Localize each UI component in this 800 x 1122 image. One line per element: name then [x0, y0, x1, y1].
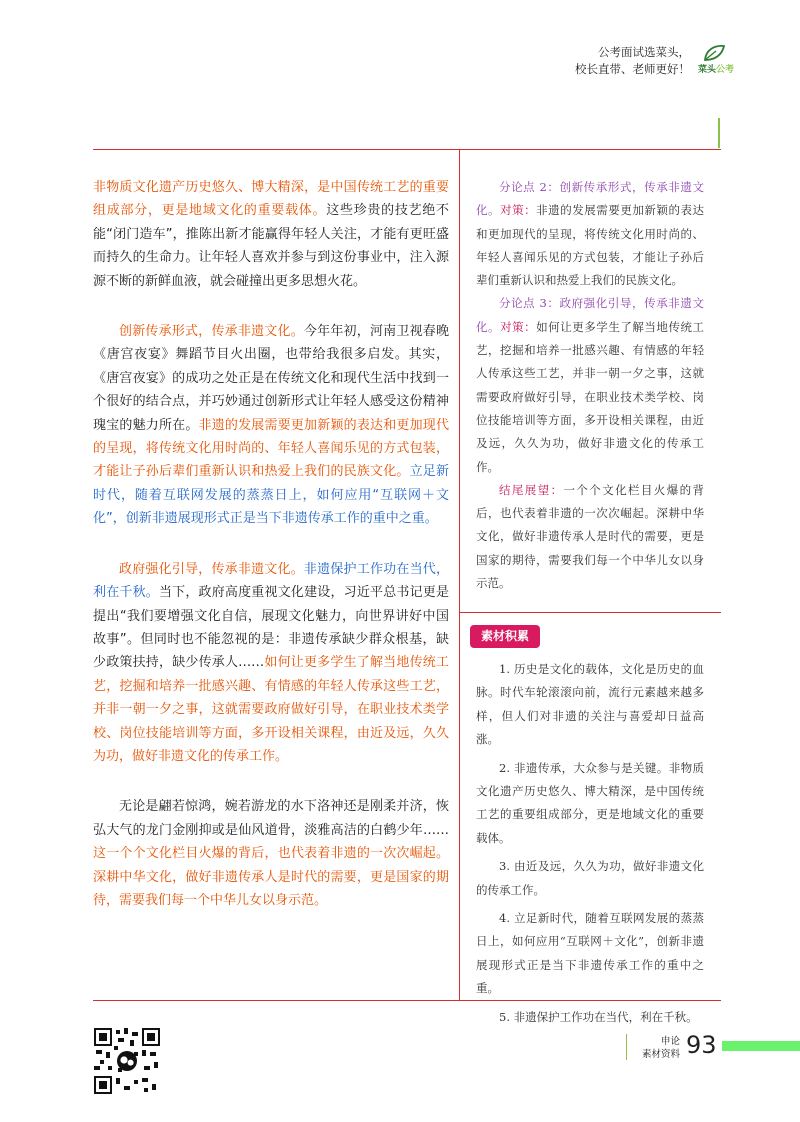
footer-label-1: 申论: [660, 1036, 680, 1047]
leaf-icon: [702, 44, 726, 62]
p3-black: 当下，政府高度重视文化建设，习近平总书记更是提出“我们要增强文化自信，展现文化魅力，向世界讲好中国故事”。但同时也不能忽视的是：非遗传承缺少群众根基，缺少政策扶持，缺少传承人……: [93, 585, 449, 671]
brand-main: 菜头: [698, 65, 717, 75]
header-divider: [718, 118, 720, 148]
point-2-label: 分论点 2：创新传承形式，传承非遗文化。: [476, 180, 704, 218]
page-number: 93: [686, 1031, 717, 1059]
p1-orange: 非物质文化遗产历史悠久、博大精深，是中国传统工艺的重要组成部分，更是地域文化的重要载体。: [93, 180, 449, 219]
material-tag: 素材积累: [470, 625, 540, 648]
header-slogan-line1: 公考面试选菜头，: [598, 45, 690, 59]
point-3-strategy: 对策：: [500, 319, 537, 334]
p4-orange: 这一个个文化栏目火爆的背后，也代表着非遗的一次次崛起。深耕中华文化，做好非遗传承人是时代的需要，更是国家的期待，需要我们每一个中华儿女以身示范。: [93, 846, 449, 908]
brand-accent: 公考: [716, 65, 735, 75]
footer-label-2: 素材资料: [641, 1049, 680, 1060]
column-divider: [459, 149, 460, 1000]
point-2-strategy: 对策：: [500, 203, 537, 218]
material-list: [476, 658, 704, 1034]
outline-notes: [476, 176, 704, 595]
p3-blue: 非遗保护工作功在当代，利在千秋。: [93, 561, 449, 601]
p1-black: 这些珍贵的技艺绝不能“闭门造车”，推陈出新才能赢得年轻人关注，才能有更旺盛而持久的生命力。让年轻人喜欢并参与到这份事业中，注入源源不断的新鲜血液，就会碰撞出更多思想火花。: [93, 203, 449, 289]
footer-divider: [626, 1034, 627, 1060]
material-item: 2. 非遗传承，大众参与是关键。非物质文化遗产历史悠久、博大精深，是中国传统工艺的重要组成部分，更是地域文化的重要载体。: [476, 760, 704, 845]
point-3-label: 分论点 3：政府强化引导，传承非遗文化。: [476, 296, 704, 334]
material-item: 3. 由近及远，久久为功，做好非遗文化的传承工作。: [476, 859, 704, 897]
p2-orange: 非遗的发展需要更加新颖的表达和更加现代的呈现，将传统文化用时尚的、年轻人喜闻乐见的方式包装，才能让子孙后辈们重新认识和热爱上我们的民族文化。: [93, 417, 449, 480]
footer-section-label: [632, 1035, 680, 1061]
outline-point-2: [476, 176, 704, 292]
footer-accent-bar: [722, 1041, 800, 1051]
qr-code: [94, 1028, 160, 1094]
header-slogan-line2: 校长直带、老师更好！: [575, 62, 690, 76]
brand-name: [698, 62, 734, 75]
outline-point-3: [476, 292, 704, 478]
essay-paragraph-3: [93, 558, 449, 769]
p3-heading: 政府强化引导，传承非遗文化。: [119, 561, 304, 577]
essay-paragraph-2: [93, 320, 449, 531]
p2-heading: 创新传承形式，传承非遗文化。: [119, 324, 304, 340]
brand-logo: [698, 44, 738, 78]
p2-blue: 立足新时代，随着互联网发展的蒸蒸日上，如何应用“互联网＋文化”，创新非遗展现形式正是当下非遗传承工作的重中之重。: [93, 464, 449, 527]
p3-orange: 如何让更多学生了解当地传统工艺，挖掘和培养一批感兴趣、有情感的年轻人传承这些工艺，并非一朝一夕之事，这就需要政府做好引导，在职业技术类学校、岗位技能培训等方面，多开设相关课程，由近及远，久久为功，做好非遗文化的传承工作。: [93, 655, 449, 764]
material-item: 1. 历史是文化的载体，文化是历史的血脉。时代车轮滚滚向前，流行元素越来越多样，但人们对非遗的关注与喜爱却日益高涨。: [476, 662, 704, 747]
top-rule: [93, 149, 721, 150]
point-3-text: 如何让更多学生了解当地传统工艺，挖掘和培养一批感兴趣、有情感的年轻人传承这些工艺，并非一朝一夕之事，这就需要政府做好引导，在职业技术类学校、岗位技能培训等方面，多开设相关课程，由近及远，久久为功，做好非遗文化的传承工作。: [476, 319, 705, 474]
p2-black: 今年年初，河南卫视春晚《唐宫夜宴》舞蹈节目火出圈，也带给我很多启发。其实，《唐宫夜宴》的成功之处正是在传统文化和现代生活中找到一个很好的结合点，并巧妙通过创新形式让年轻人感受这份精神瑰宝的魅力所在。: [93, 324, 449, 433]
point-2-text: 非遗的发展需要更加新颖的表达和更加现代的呈现，将传统文化用时尚的、年轻人喜闻乐见的方式包装，才能让子孙后辈们重新认识和热爱上我们的民族文化。: [476, 203, 705, 288]
header-slogan: [575, 44, 690, 78]
essay-body: [93, 176, 449, 939]
p4-black: 无论是翩若惊鸿，婉若游龙的水下洛神还是刚柔并济，恢弘大气的龙门金刚抑或是仙风道骨，淡雅高洁的白鹤少年……: [93, 799, 449, 838]
essay-paragraph-1: [93, 176, 449, 293]
section-divider: [459, 612, 721, 613]
material-item: 4. 立足新时代，随着互联网发展的蒸蒸日上，如何应用“互联网＋文化”，创新非遗展现形式正是当下非遗传承工作的重中之重。: [476, 911, 704, 996]
essay-paragraph-4: [93, 795, 449, 912]
conclusion-text: 一个个文化栏目火爆的背后，也代表着非遗的一次次崛起。深耕中华文化，做好非遗传承人是时代的需要，更是国家的期待，需要我们每一个中华儿女以身示范。: [476, 482, 704, 591]
outline-conclusion: [476, 479, 704, 595]
conclusion-label: 结尾展望：: [499, 482, 564, 497]
material-item: 5. 非遗保护工作功在当代，利在千秋。: [499, 1009, 698, 1024]
